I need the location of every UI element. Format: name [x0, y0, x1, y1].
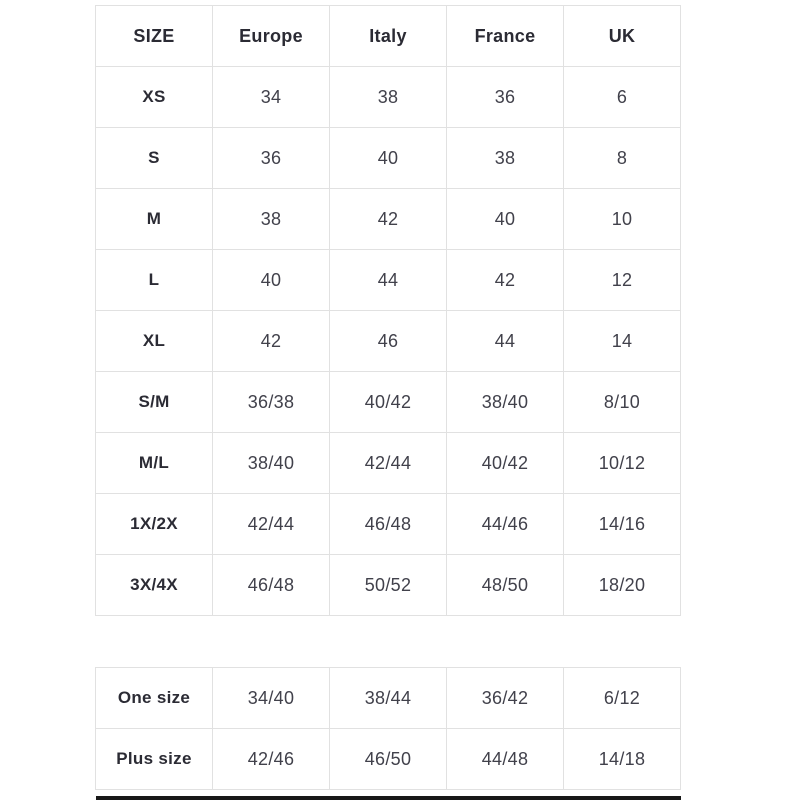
- table-row: [96, 555, 681, 616]
- size-value-cell: 40: [447, 189, 564, 250]
- table-row: [96, 433, 681, 494]
- size-label-cell: M: [96, 189, 213, 250]
- size-value-cell: 44: [330, 250, 447, 311]
- size-label-cell: M/L: [96, 433, 213, 494]
- column-header-cell: Italy: [330, 6, 447, 67]
- header-row: [96, 6, 681, 67]
- size-value-cell: 8: [564, 128, 681, 189]
- size-value-cell: 44/48: [447, 729, 564, 790]
- size-label-cell: Plus size: [96, 729, 213, 790]
- table-row: [96, 311, 681, 372]
- size-value-cell: 14/18: [564, 729, 681, 790]
- size-value-cell: 14/16: [564, 494, 681, 555]
- size-value-cell: 40: [213, 250, 330, 311]
- size-value-cell: 6: [564, 67, 681, 128]
- size-label-cell: L: [96, 250, 213, 311]
- size-value-cell: 40/42: [447, 433, 564, 494]
- size-value-cell: 38: [447, 128, 564, 189]
- size-value-cell: 46/50: [330, 729, 447, 790]
- size-value-cell: 10: [564, 189, 681, 250]
- size-value-cell: 38: [330, 67, 447, 128]
- table-row: [96, 250, 681, 311]
- size-value-cell: 44/46: [447, 494, 564, 555]
- size-label-cell: 3X/4X: [96, 555, 213, 616]
- size-value-cell: 42/46: [213, 729, 330, 790]
- size-value-cell: 38/44: [330, 668, 447, 729]
- size-value-cell: 46/48: [330, 494, 447, 555]
- size-value-cell: 12: [564, 250, 681, 311]
- size-value-cell: 6/12: [564, 668, 681, 729]
- size-label-cell: 1X/2X: [96, 494, 213, 555]
- column-header-cell: UK: [564, 6, 681, 67]
- special-table-body: [96, 668, 681, 790]
- size-table-body: [96, 67, 681, 616]
- size-value-cell: 36/42: [447, 668, 564, 729]
- size-value-cell: 46/48: [213, 555, 330, 616]
- column-header-cell: France: [447, 6, 564, 67]
- size-value-cell: 34: [213, 67, 330, 128]
- size-value-cell: 14: [564, 311, 681, 372]
- size-value-cell: 40: [330, 128, 447, 189]
- size-value-cell: 8/10: [564, 372, 681, 433]
- size-value-cell: 44: [447, 311, 564, 372]
- size-conversion-table: [95, 5, 681, 616]
- size-value-cell: 10/12: [564, 433, 681, 494]
- size-value-cell: 34/40: [213, 668, 330, 729]
- size-value-cell: 40/42: [330, 372, 447, 433]
- table-row: [96, 494, 681, 555]
- table-row: [96, 372, 681, 433]
- column-header-cell: Europe: [213, 6, 330, 67]
- size-value-cell: 38/40: [447, 372, 564, 433]
- size-value-cell: 36: [213, 128, 330, 189]
- size-label-cell: S: [96, 128, 213, 189]
- table-row: [96, 128, 681, 189]
- size-label-cell: S/M: [96, 372, 213, 433]
- column-header-cell: SIZE: [96, 6, 213, 67]
- size-value-cell: 36: [447, 67, 564, 128]
- size-label-cell: XL: [96, 311, 213, 372]
- size-value-cell: 42/44: [213, 494, 330, 555]
- size-value-cell: 48/50: [447, 555, 564, 616]
- size-table-header-row: [96, 6, 681, 67]
- size-value-cell: 42: [330, 189, 447, 250]
- size-value-cell: 42/44: [330, 433, 447, 494]
- table-row: [96, 67, 681, 128]
- bottom-divider-bar: [96, 796, 681, 800]
- size-value-cell: 38: [213, 189, 330, 250]
- size-value-cell: 42: [447, 250, 564, 311]
- table-row: [96, 189, 681, 250]
- size-value-cell: 42: [213, 311, 330, 372]
- size-label-cell: One size: [96, 668, 213, 729]
- size-value-cell: 18/20: [564, 555, 681, 616]
- table-row: [96, 668, 681, 729]
- table-row: [96, 729, 681, 790]
- size-label-cell: XS: [96, 67, 213, 128]
- size-value-cell: 36/38: [213, 372, 330, 433]
- size-value-cell: 38/40: [213, 433, 330, 494]
- size-value-cell: 46: [330, 311, 447, 372]
- special-size-table: [95, 667, 681, 790]
- size-value-cell: 50/52: [330, 555, 447, 616]
